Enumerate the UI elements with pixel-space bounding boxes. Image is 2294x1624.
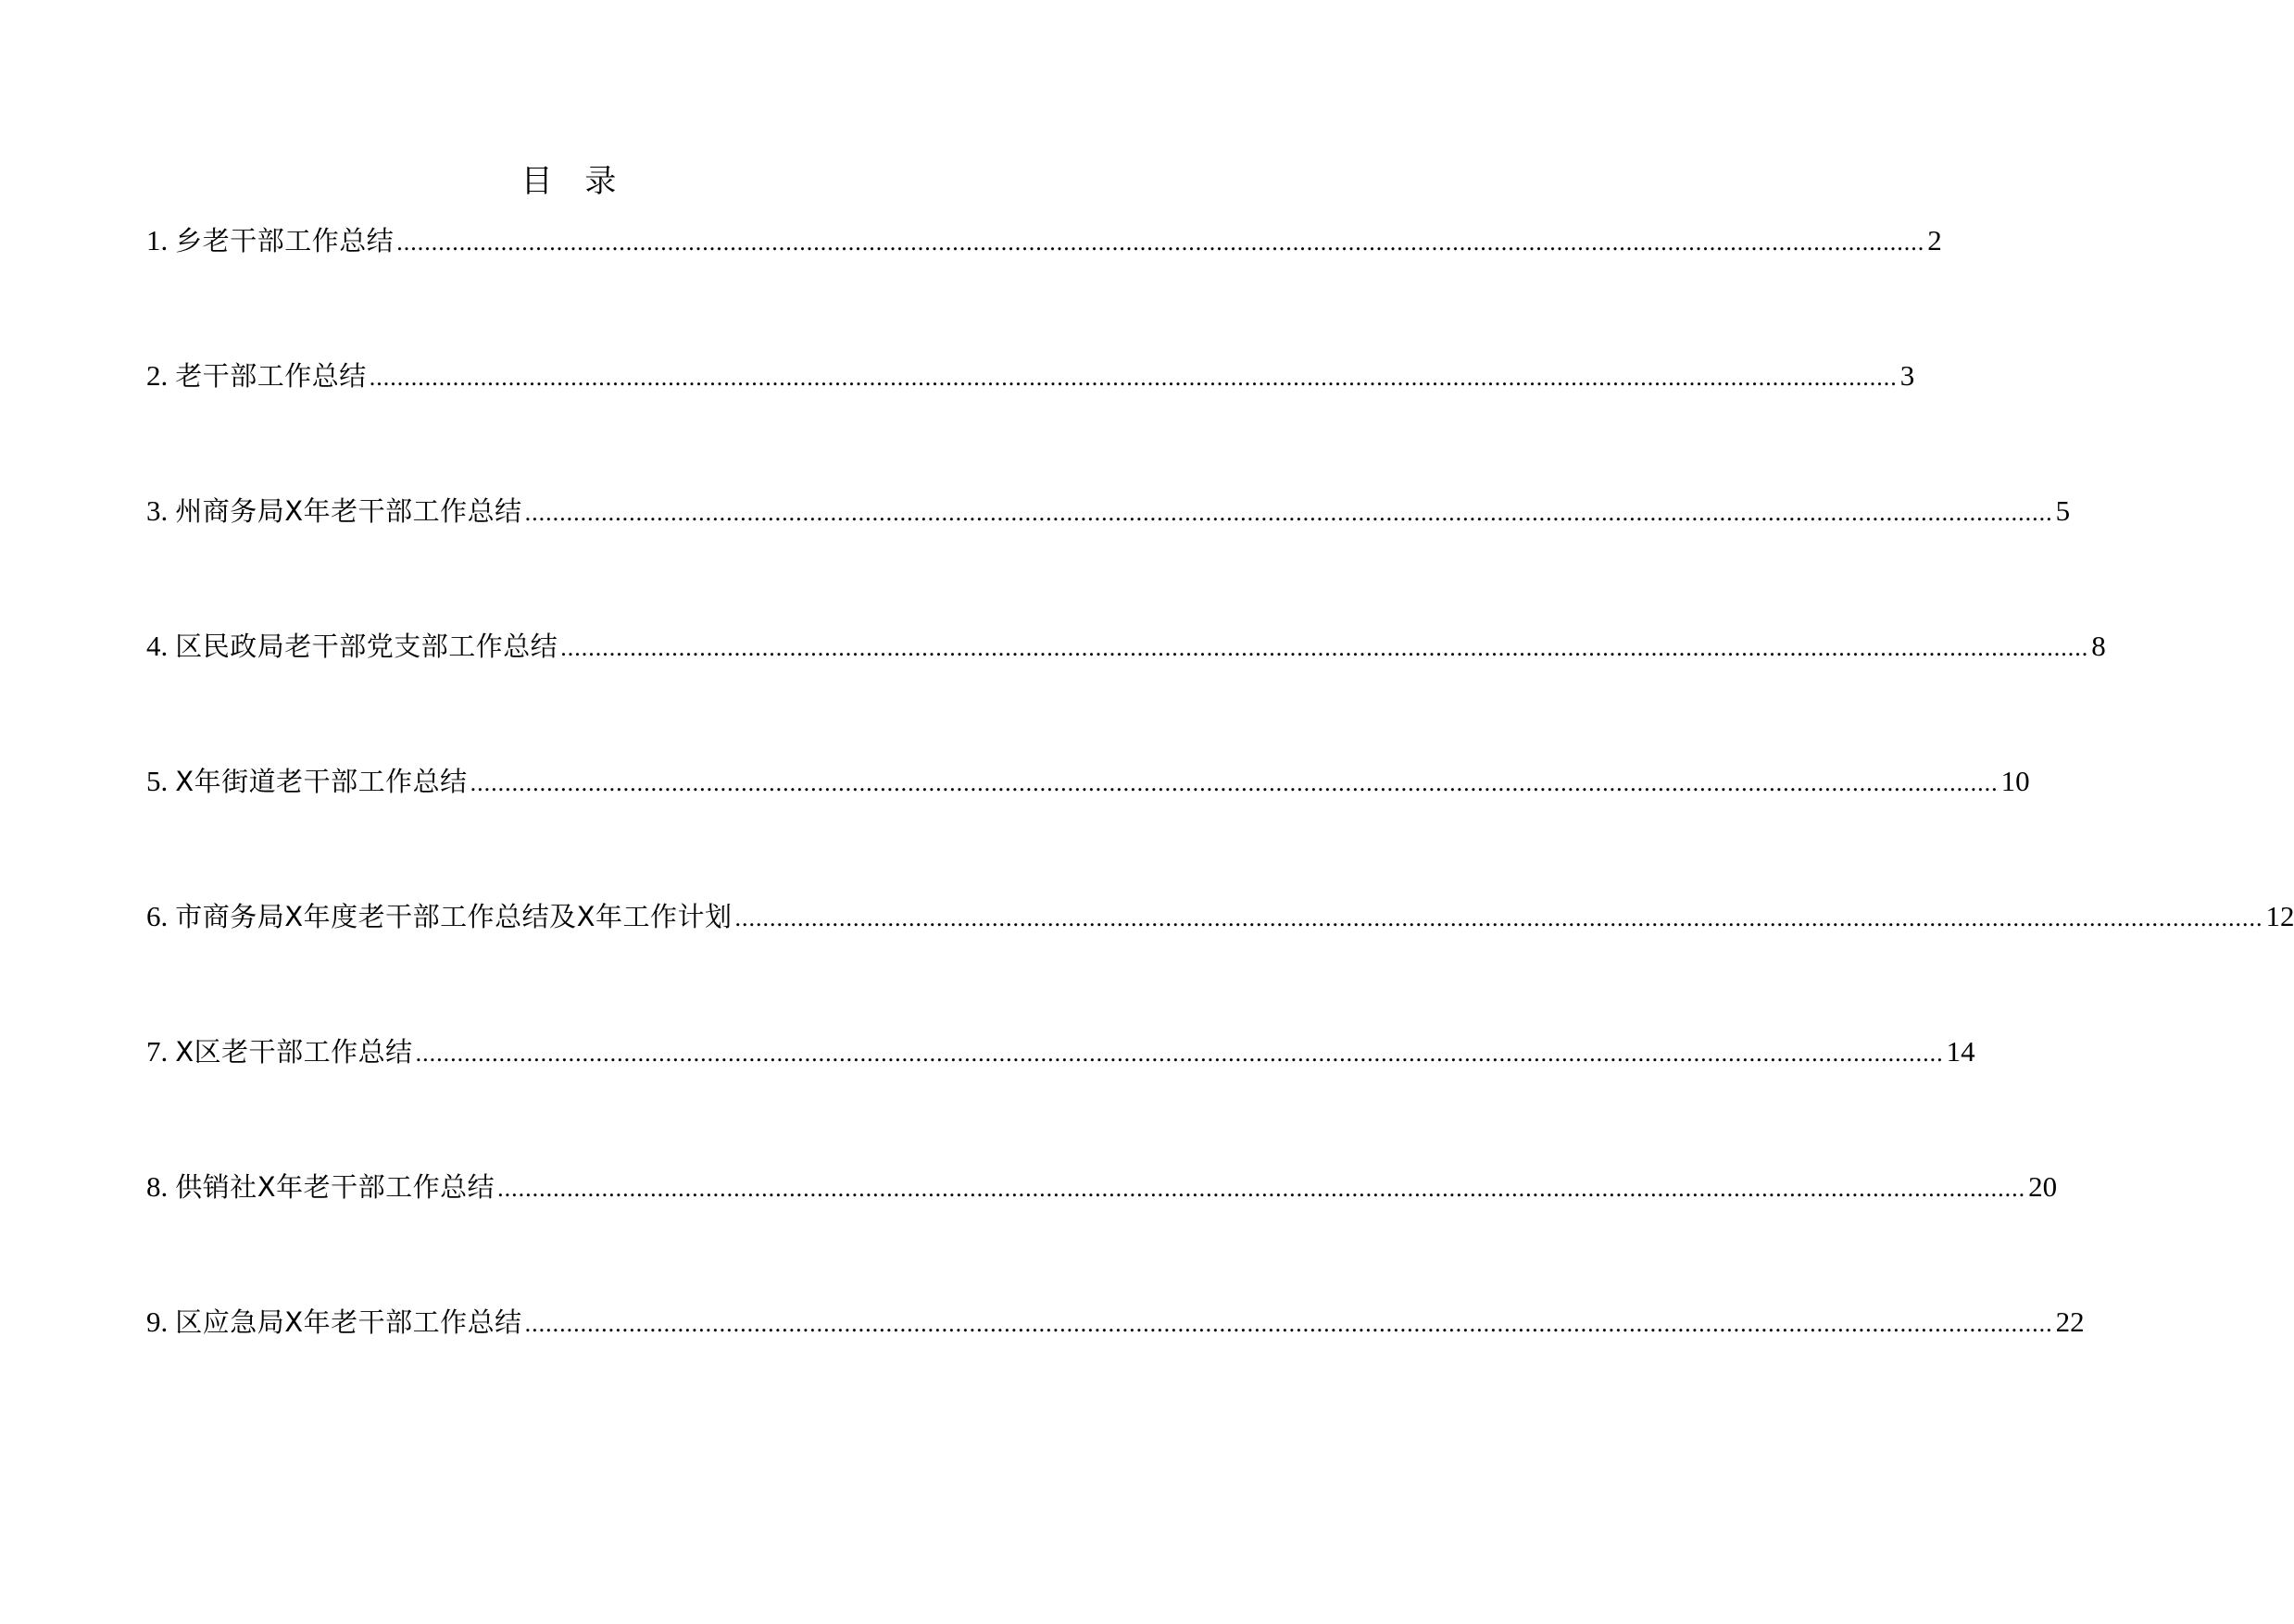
toc-line	[146, 1165, 2058, 1209]
page-title: 目 录	[520, 163, 628, 200]
toc-line	[146, 219, 1942, 263]
toc-line	[146, 1030, 1975, 1074]
toc-entry-title: 州商务局X年老干部工作总结	[175, 495, 522, 527]
toc-entry-title: 区民政局老干部党支部工作总结	[175, 631, 558, 662]
toc-entry-6[interactable]	[146, 894, 2294, 1030]
toc-page-number: 14	[1946, 1035, 1975, 1068]
toc-line	[146, 624, 2106, 668]
toc-dot-leader: ............................................................................................................................................................................................................................	[369, 364, 1898, 391]
toc-page-number: 20	[2028, 1170, 2058, 1203]
toc-entry-number: 7.	[146, 1035, 169, 1068]
toc-entry-2[interactable]	[146, 354, 1915, 489]
toc-line	[146, 759, 2030, 804]
toc-entry-number: 6.	[146, 900, 169, 932]
toc-dot-leader: ............................................................................................................................................................................................................................	[524, 499, 2053, 526]
toc-entry-title: 区应急局X年老干部工作总结	[175, 1306, 522, 1338]
toc-line	[146, 489, 2071, 533]
toc-entry-title: X区老干部工作总结	[175, 1036, 413, 1068]
toc-page-number: 8	[2091, 630, 2106, 662]
toc-dot-leader: ............................................................................................................................................................................................................................	[470, 769, 1999, 796]
toc-entry-title: X年街道老干部工作总结	[175, 766, 468, 797]
table-of-contents	[146, 219, 2294, 1435]
toc-page-number: 3	[1899, 359, 1915, 392]
toc-dot-leader: ............................................................................................................................................................................................................................	[415, 1040, 1944, 1067]
toc-dot-leader: ............................................................................................................................................................................................................................	[734, 905, 2263, 931]
toc-line	[146, 1300, 2085, 1344]
toc-dot-leader: ............................................................................................................................................................................................................................	[497, 1175, 2026, 1202]
toc-entry-number: 9.	[146, 1305, 169, 1338]
toc-entry-9[interactable]	[146, 1300, 2085, 1435]
toc-entry-number: 4.	[146, 630, 169, 662]
toc-line	[146, 354, 1915, 398]
toc-entry-number: 2.	[146, 359, 169, 392]
toc-entry-number: 8.	[146, 1170, 169, 1203]
toc-dot-leader: ............................................................................................................................................................................................................................	[524, 1310, 2053, 1337]
toc-entry-title: 乡老干部工作总结	[175, 225, 395, 256]
toc-dot-leader: ............................................................................................................................................................................................................................	[560, 634, 2089, 661]
toc-page-number: 5	[2055, 494, 2071, 527]
toc-entry-title: 供销社X年老干部工作总结	[175, 1171, 495, 1203]
toc-page-number: 2	[1927, 224, 1942, 256]
toc-dot-leader: ............................................................................................................................................................................................................................	[396, 229, 1925, 256]
toc-entry-1[interactable]	[146, 219, 1942, 354]
toc-entry-number: 5.	[146, 765, 169, 797]
toc-entry-7[interactable]	[146, 1030, 1975, 1165]
toc-entry-4[interactable]	[146, 624, 2106, 759]
toc-page-number: 22	[2055, 1305, 2085, 1338]
toc-entry-5[interactable]	[146, 759, 2030, 894]
toc-entry-3[interactable]	[146, 489, 2071, 624]
toc-entry-number: 3.	[146, 494, 169, 527]
toc-entry-number: 1.	[146, 224, 169, 256]
toc-entry-8[interactable]	[146, 1165, 2058, 1300]
toc-entry-title: 老干部工作总结	[175, 360, 367, 392]
toc-page-number: 12	[2265, 900, 2294, 932]
toc-entry-title: 市商务局X年度老干部工作总结及X年工作计划	[175, 901, 733, 932]
toc-page-number: 10	[2000, 765, 2030, 797]
toc-line	[146, 894, 2294, 939]
